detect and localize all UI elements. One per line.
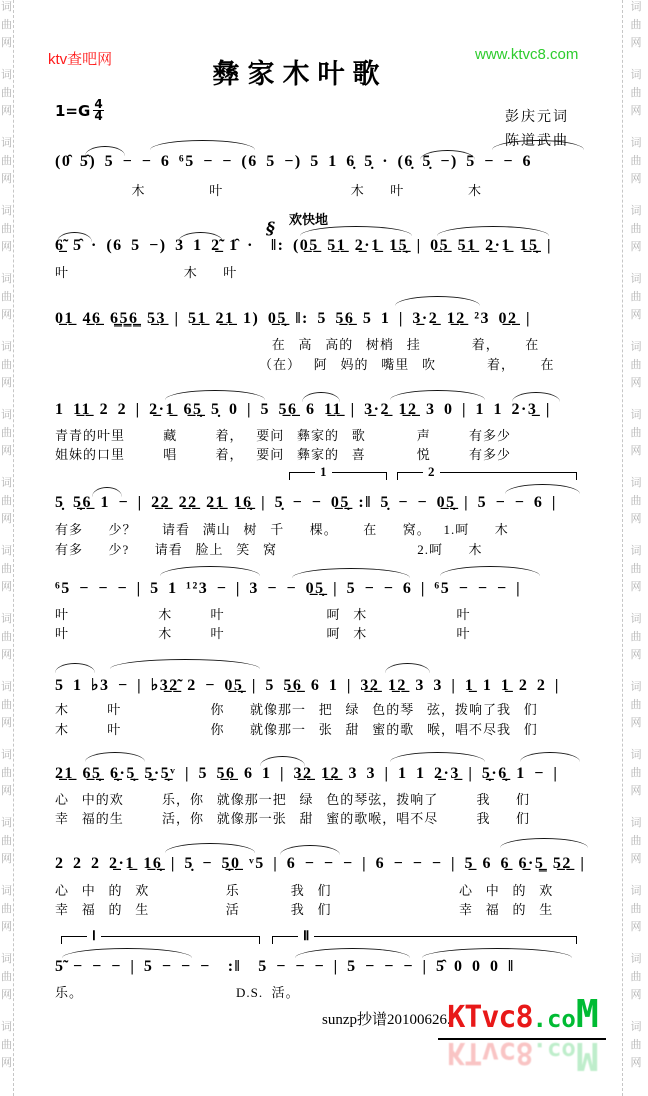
slur-arc: [150, 140, 255, 150]
watermark-char: 曲: [630, 427, 642, 439]
lyrics-line-10: 乐。 D.S. 活。: [55, 985, 300, 1000]
watermark-char: 网: [1, 37, 12, 49]
watermark-char: 网: [630, 241, 642, 253]
watermark-char: 词: [1, 137, 12, 149]
watermark-char: 网: [1, 581, 12, 593]
key-signature: [55, 99, 104, 122]
watermark-char: 网: [1, 309, 12, 321]
composer-credit: 陈道武曲: [505, 134, 569, 149]
watermark-char: 网: [630, 921, 642, 933]
lyrics-line-3b: （在） 阿 妈的 嘴里 吹 着， 在: [55, 357, 555, 372]
lyrics-line-4a: 青青的叶里 藏 着， 要问 彝家的 歌 声 有多少: [55, 428, 512, 443]
time-signature-numerator: 4: [94, 97, 103, 111]
music-line-4: 1 1̲1̲ 2 2 | 2̲·1̲ 6̲5̲̣ 5̣ 0 | 5 5̲6̲ 6 1̲1̲ | 3̲·2̲ 1̲2̲ 3 0 | 1 1 2·3̲ |: [55, 401, 551, 418]
slur-arc: [437, 226, 549, 236]
slur-arc: [160, 566, 260, 576]
watermark-char: 网: [630, 785, 642, 797]
watermark-char: 网: [1, 105, 12, 117]
watermark-char: 词: [630, 1021, 642, 1033]
watermark-char: 网: [630, 37, 642, 49]
lyrics-line-8b: 幸 福的生 活，你 就像那一张 甜 蜜的歌喉，唱不尽 我 们: [55, 811, 531, 826]
watermark-char: 词: [1, 409, 12, 421]
volta-bracket-II: [272, 928, 577, 947]
slur-arc: [165, 390, 265, 400]
watermark-char: 曲: [1, 767, 12, 779]
watermark-char: 词: [1, 477, 12, 489]
slur-arc: [295, 948, 410, 958]
watermark-char: 曲: [1, 19, 12, 31]
watermark-char: 曲: [630, 87, 642, 99]
watermark-char: 曲: [1, 971, 12, 983]
slur-arc: [110, 659, 260, 669]
watermark-char: 曲: [1, 835, 12, 847]
right-watermark-column: [628, 2, 644, 1096]
music-line-2: 6̲̃ 5̑ · (6 5 −) 3 1 2̲̃ 1̑ · ‖: (0̲5̲ 5̲1̲ 2̲·1̲ 1̲5̲̣ | 0̲5̲ 5̲1̲ 2̲·1̲ 1̲5̲̣ |: [55, 237, 553, 254]
volta-2-label: 2: [423, 464, 440, 480]
slur-arc: [292, 568, 410, 578]
slur-arc: [62, 948, 192, 958]
watermark-char: 网: [1, 513, 12, 525]
watermark-char: 网: [1, 853, 12, 865]
lyricist-credit: 彭庆元词: [505, 110, 569, 125]
lyrics-line-3a: 在 高 高的 树梢 挂 着， 在: [55, 337, 540, 352]
transcriber-note: sunzp抄谱20100626.: [322, 1012, 451, 1028]
watermark-char: 网: [1, 921, 12, 933]
lyrics-line-1: 木 叶 木 叶 木: [55, 183, 483, 198]
watermark-char: 曲: [1, 155, 12, 167]
lyrics-line-9b: 幸 福 的 生 活 我 们 幸 福 的 生: [55, 902, 554, 917]
watermark-char: 曲: [1, 223, 12, 235]
watermark-char: 网: [1, 717, 12, 729]
watermark-char: 词: [630, 885, 642, 897]
watermark-char: 曲: [630, 19, 642, 31]
watermark-char: 曲: [1, 87, 12, 99]
segno-icon: §: [266, 219, 275, 239]
watermark-char: 曲: [630, 223, 642, 235]
watermark-char: 词: [1, 1, 12, 13]
watermark-char: 词: [1, 341, 12, 353]
lyrics-line-7a: 木 叶 你 就像那一 把 绿 色的琴 弦，拨响了我 们: [55, 702, 538, 717]
slur-arc: [520, 752, 580, 762]
ktvc8-logo-reflection: KTvc8.coM: [447, 1034, 597, 1078]
watermark-char: 词: [1, 545, 12, 557]
watermark-char: 词: [630, 137, 642, 149]
volta-1-label: 1: [315, 464, 332, 480]
site-link-right[interactable]: www.ktvc8.com: [475, 46, 579, 63]
watermark-char: 曲: [630, 699, 642, 711]
watermark-char: 曲: [630, 1039, 642, 1051]
watermark-char: 曲: [630, 359, 642, 371]
watermark-char: 词: [630, 953, 642, 965]
watermark-char: 词: [630, 545, 642, 557]
slur-arc: [165, 843, 255, 853]
watermark-char: 网: [1, 785, 12, 797]
watermark-char: 曲: [630, 563, 642, 575]
slur-arc: [500, 838, 588, 848]
lyrics-line-4b: 姐妹的口里 唱 着， 要问 彝家的 喜 悦 有多少: [55, 447, 512, 462]
watermark-char: 词: [1, 749, 12, 761]
watermark-char: 曲: [630, 971, 642, 983]
watermark-char: 网: [1, 649, 12, 661]
watermark-char: 网: [1, 1057, 12, 1069]
watermark-char: 词: [630, 69, 642, 81]
watermark-char: 词: [630, 817, 642, 829]
music-line-5: 5̣ 5̲̣6̲ 1 − | 2̲2̲ 2̲2̲ 2̲1̲ 1̲6̲̣ | 5̣ − − 0̲5̲̣ :‖ 5̣ − − 0̲5̲̣ | 5 − − 6 |: [55, 494, 557, 511]
watermark-char: 词: [1, 885, 12, 897]
music-line-10: 5̃ − − − | 5 − − − :‖ 5 − − − | 5 − − − | 5̑ 0 0 0 ‖: [55, 958, 515, 975]
music-line-6: ⁶5 − − − | 5 1 ¹²3 − | 3 − − 0̲5̲̣ | 5 − − 6 | ⁶5 − − − |: [55, 580, 522, 597]
watermark-char: 曲: [630, 495, 642, 507]
logo-part-dot-co: .co: [532, 1005, 576, 1033]
slur-arc: [505, 484, 580, 494]
watermark-char: 词: [630, 749, 642, 761]
time-signature-denominator: 4: [94, 109, 103, 123]
watermark-char: 网: [630, 989, 642, 1001]
left-margin-dashed-line: [13, 0, 14, 1096]
watermark-char: 网: [1, 377, 12, 389]
watermark-char: 网: [630, 377, 642, 389]
slur-arc: [390, 752, 485, 762]
watermark-char: 网: [630, 105, 642, 117]
watermark-char: 曲: [1, 1039, 12, 1051]
watermark-char: 网: [630, 445, 642, 457]
watermark-char: 词: [1, 953, 12, 965]
lyrics-line-9a: 心 中 的 欢 乐 我 们 心 中 的 欢: [55, 883, 554, 898]
watermark-char: 词: [630, 341, 642, 353]
watermark-char: 词: [1, 205, 12, 217]
watermark-char: 网: [630, 173, 642, 185]
logo-part-red: KTvc8: [447, 1000, 533, 1035]
watermark-char: 曲: [630, 155, 642, 167]
right-margin-dashed-line: [622, 0, 623, 1096]
watermark-char: 网: [1, 445, 12, 457]
watermark-char: 网: [1, 241, 12, 253]
lyrics-line-2: 叶 木 叶: [55, 265, 238, 280]
key-tonic: 1=G: [55, 101, 91, 120]
watermark-char: 词: [1, 613, 12, 625]
slur-arc: [390, 390, 485, 400]
lyrics-line-5a: 有多 少？ 请看 满山 树 千 棵。 在 窝。 1.呵 木: [55, 522, 509, 537]
tempo-marking: 欢快地: [289, 212, 329, 227]
watermark-char: 词: [1, 1021, 12, 1033]
watermark-char: 词: [630, 409, 642, 421]
slur-arc: [440, 566, 540, 576]
left-watermark-column: [0, 2, 13, 1096]
music-line-9: 2 2 2 2̲·1̲ 1̲6̲̣ | 5̣ − 5̲̣0̲ ᵛ5 | 6 − − − | 6 − − − | 5̲ 6 6̲ 6̲·5̳ 5̲2̲ |: [55, 855, 586, 872]
watermark-char: 词: [630, 205, 642, 217]
watermark-char: 网: [630, 649, 642, 661]
page-title: 彝家木叶歌: [212, 59, 388, 89]
watermark-char: 曲: [1, 291, 12, 303]
watermark-char: 曲: [630, 835, 642, 847]
watermark-char: 网: [1, 989, 12, 1001]
watermark-char: 曲: [630, 291, 642, 303]
watermark-char: 曲: [1, 495, 12, 507]
watermark-char: 曲: [1, 359, 12, 371]
music-line-7: 5 1 ♭3 − | ♭3̲2̲̃ 2 − 0̲5̲̣ | 5 5̲6̲ 6 1 | 3̲2̲ 1̲2̲ 3 3 | 1̲ 1 1̲ 2 2 |: [55, 677, 560, 694]
lyrics-line-6b: 叶 木 叶 呵 木 叶: [55, 626, 471, 641]
watermark-char: 词: [630, 477, 642, 489]
slur-arc: [422, 948, 572, 958]
watermark-char: 词: [630, 273, 642, 285]
watermark-char: 词: [1, 681, 12, 693]
volta-bracket-2: [397, 464, 577, 483]
watermark-char: 网: [630, 309, 642, 321]
lyrics-line-8a: 心 中的欢 乐，你 就像那一把 绿 色的琴弦，拨响了 我 们: [55, 792, 531, 807]
watermark-char: 词: [630, 1, 642, 13]
logo-part-m: M: [575, 992, 597, 1036]
watermark-char: 曲: [630, 767, 642, 779]
slur-arc: [280, 845, 340, 855]
watermark-char: 词: [1, 817, 12, 829]
lyrics-line-6a: 叶 木 叶 呵 木 叶: [55, 607, 471, 622]
slur-arc: [395, 296, 480, 306]
volta-bracket-I: [61, 928, 260, 947]
watermark-char: 曲: [1, 563, 12, 575]
music-line-8: 2̲1̲ 6̲5̲̣ 6̲̣·5̲̣ 5̲̣·5̲̣ᵛ | 5 5̲6̲ 6 1 | 3̲2̲ 1̲2̲ 3 3 | 1 1 2̲·3̲ | 5̲̣·6̲̣ 1 − |: [55, 765, 559, 782]
site-link-left[interactable]: ktv查吧网: [48, 51, 113, 68]
slur-arc: [55, 663, 95, 673]
watermark-char: 网: [1, 173, 12, 185]
watermark-char: 网: [630, 513, 642, 525]
watermark-char: 曲: [1, 427, 12, 439]
watermark-char: 词: [630, 613, 642, 625]
watermark-char: 词: [630, 681, 642, 693]
watermark-char: 网: [630, 853, 642, 865]
slur-arc: [385, 663, 430, 673]
slur-arc: [85, 752, 145, 762]
watermark-char: 曲: [630, 631, 642, 643]
volta-II-label: Ⅱ: [298, 928, 314, 944]
watermark-char: 曲: [1, 903, 12, 915]
watermark-char: 词: [1, 273, 12, 285]
lyrics-line-5b: 有多 少? 请看 脸上 笑 窝 2.呵 木: [55, 542, 483, 557]
music-line-3: 0̲1̲ 4̲6̲ 6̳5̳6̳ 5̲3̲ | 5̲1̲ 2̲1̲ 1) 0̲5̲̣ ‖: 5 5̲6̲ 5 1 | 3̲·2̲ 1̲2̲ ²3 0̲2̲ |: [55, 310, 532, 327]
volta-I-label: Ⅰ: [87, 928, 101, 944]
music-line-1: (0̑ 5̑) 5 − − 6 ⁶5 − − (6 5 −) 5 1 6̣ 5̣ · (6̣ 5̣ −) 5 − − 6: [55, 153, 533, 170]
lyrics-line-7b: 木 叶 你 就像那一 张 甜 蜜的歌 喉，唱不尽我 们: [55, 722, 538, 737]
watermark-char: 网: [630, 1057, 642, 1069]
watermark-char: 词: [1, 69, 12, 81]
watermark-char: 曲: [1, 631, 12, 643]
watermark-char: 网: [630, 717, 642, 729]
watermark-char: 曲: [630, 903, 642, 915]
volta-bracket-1: [289, 464, 387, 483]
watermark-char: 网: [630, 581, 642, 593]
watermark-char: 曲: [1, 699, 12, 711]
time-signature: [93, 99, 103, 122]
